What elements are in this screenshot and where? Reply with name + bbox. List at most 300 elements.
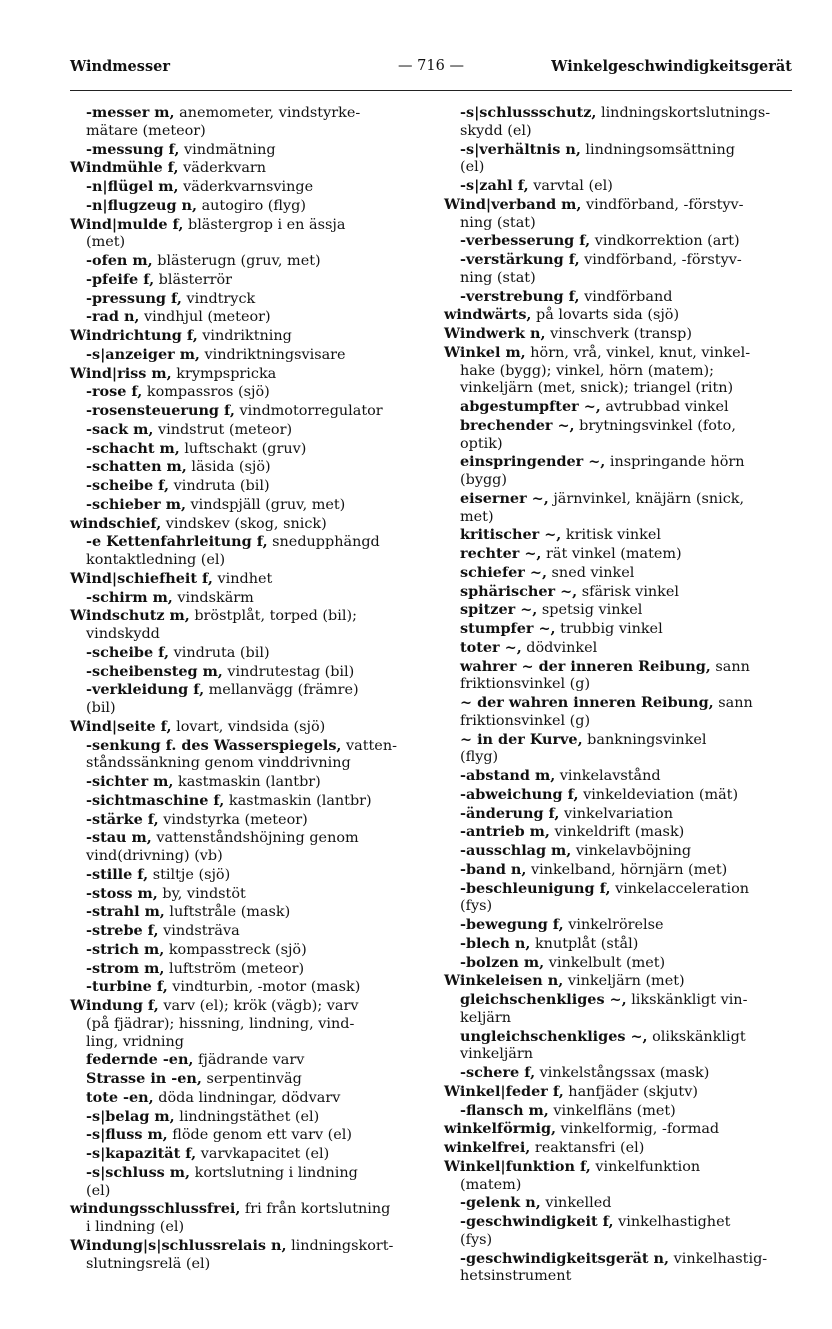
entry-translation: fjädrande varv (198, 1052, 305, 1069)
entry-headword: -strahl m, (86, 903, 165, 921)
entry-headword: -s|fluss m, (86, 1126, 168, 1144)
entry-translation: vindskärm (177, 589, 254, 606)
entry-headword: -senkung f. des Wasserspiegels, (86, 736, 342, 754)
dictionary-entry (444, 731, 796, 768)
dictionary-entry (70, 440, 422, 459)
dictionary-entry (444, 1064, 796, 1083)
dictionary-entry (70, 866, 422, 885)
entry-translation: autogiro (flyg) (201, 197, 306, 214)
dictionary-entry (70, 607, 422, 644)
dictionary-entry (444, 972, 796, 991)
entry-translation: vindriktningsvisare (204, 346, 346, 363)
entry-headword: -rosensteuerung f, (86, 402, 235, 419)
dictionary-entry (70, 252, 422, 271)
entry-translation: väderkvarnsvinge (183, 179, 314, 195)
dictionary-entry (444, 694, 796, 731)
entry-translation: hanfjäder (skjutv) (568, 1083, 698, 1100)
entry-headword: -bewegung f, (460, 916, 564, 933)
entry-translation: vinkelbult (met) (548, 954, 666, 971)
entry-translation: anemometer, vindstyrke- (179, 105, 361, 121)
header-rule (70, 90, 792, 91)
dictionary-entry (444, 786, 796, 805)
dictionary-entry (444, 104, 796, 141)
entry-translation: vindstrut (meteor) (157, 421, 293, 438)
dictionary-entry (70, 737, 422, 774)
dictionary-entry (444, 601, 796, 620)
entry-translation: vinkeldeviation (mät) (583, 786, 739, 803)
entry-headword: -geschwindigkeit f, (460, 1213, 614, 1230)
entry-headword: -antrieb m, (460, 823, 550, 841)
entry-translation: blästerugn (gruv, met) (157, 253, 321, 269)
dictionary-entry (70, 681, 422, 718)
dictionary-entry (444, 232, 796, 251)
dictionary-entry (444, 658, 796, 695)
entry-translation: ning (stat) (460, 214, 536, 231)
entry-headword: -s|anzeiger m, (86, 345, 200, 363)
entry-headword: -sichtmaschine f, (86, 791, 225, 809)
entry-headword: -s|zahl f, (460, 177, 529, 194)
entry-translation: fri från kortslutning (244, 1201, 391, 1218)
dictionary-entry (70, 1070, 422, 1089)
entry-translation: avtrubbad vinkel (605, 399, 729, 415)
entry-translation: friktionsvinkel (g) (460, 712, 591, 729)
entry-headword: -strom m, (86, 959, 165, 977)
dictionary-entry (70, 1145, 422, 1164)
entry-headword: -flansch m, (460, 1101, 549, 1119)
dictionary-entry (70, 960, 422, 979)
dictionary-entry (444, 398, 796, 417)
entry-translation: (met) (86, 234, 126, 251)
entry-translation: vinkelfunktion (595, 1158, 701, 1175)
entry-headword: -turbine f, (86, 978, 168, 996)
entry-headword: -s|kapazität f, (86, 1145, 197, 1162)
entry-headword: -verstrebung f, (460, 287, 580, 305)
entry-headword: windschief, (70, 514, 162, 532)
entry-headword: -stille f, (86, 865, 149, 883)
entry-translation: lovart, vindsida (sjö) (176, 718, 326, 735)
entry-translation: järnvinkel, knäjärn (snick, (553, 490, 745, 507)
dictionary-entry (444, 141, 796, 178)
entry-translation: väderkvarn (183, 160, 267, 177)
entry-translation: vindhet (217, 570, 273, 587)
entry-translation: (fys) (460, 1231, 493, 1248)
entry-translation: vinkelband, hörnjärn (met) (530, 861, 728, 878)
dictionary-entry (70, 421, 422, 440)
entry-headword: -verbesserung f, (460, 232, 591, 250)
entry-headword: -stärke f, (86, 810, 159, 828)
dictionary-entry (444, 1120, 796, 1139)
entry-translation: vinkelstångssax (mask) (539, 1065, 710, 1081)
dictionary-entry (70, 885, 422, 904)
entry-translation: bankningsvinkel (587, 731, 707, 748)
dictionary-entry (444, 1194, 796, 1213)
entry-translation: luftstråle (mask) (169, 904, 291, 921)
dictionary-entry (444, 1102, 796, 1121)
entry-translation: bröstplåt, torped (bil); (194, 608, 357, 625)
entry-headword: -s|schlussschutz, (460, 104, 597, 121)
dictionary-entry (70, 308, 422, 327)
entry-headword: -strebe f, (86, 922, 159, 939)
entry-translation: varv (el); krök (vägb); varv (163, 998, 359, 1014)
entry-translation: vatten- (346, 737, 397, 754)
dictionary-entry (444, 639, 796, 658)
entry-headword: -abstand m, (460, 767, 556, 784)
dictionary-entry (444, 842, 796, 861)
dictionary-entry (444, 954, 796, 973)
dictionary-entry (70, 402, 422, 421)
dictionary-entry (70, 978, 422, 997)
entry-translation: vindmätning (184, 141, 276, 158)
dictionary-entry (70, 365, 422, 384)
dictionary-entry (70, 216, 422, 253)
entry-headword: -schatten m, (86, 458, 187, 476)
entry-headword: Windrichtung f, (70, 327, 198, 344)
dictionary-entry (444, 344, 796, 398)
entry-translation: vindturbin, -motor (mask) (172, 979, 361, 996)
entry-translation: trubbig vinkel (560, 621, 663, 637)
entry-translation: vinkelrörelse (568, 917, 664, 933)
entry-translation: vinkelacceleration (615, 880, 750, 897)
dictionary-entry (444, 417, 796, 454)
entry-translation: ning (stat) (460, 269, 536, 286)
entry-headword: -s|belag m, (86, 1107, 175, 1125)
dictionary-entry (444, 1213, 796, 1250)
entry-translation: vinkelvariation (564, 805, 673, 822)
entry-translation: vinkeldrift (mask) (554, 824, 685, 841)
page-number: — 716 — (398, 58, 464, 74)
entry-headword: -e Kettenfahrleitung f, (86, 533, 268, 551)
dictionary-entry (70, 570, 422, 589)
dictionary-entry (70, 1051, 422, 1070)
entry-translation: blästerrör (158, 271, 233, 288)
entry-translation: sann (715, 658, 750, 675)
entry-translation: blästergrop i en ässja (187, 216, 346, 233)
entry-translation: vindskev (skog, snick) (165, 515, 327, 532)
entry-headword: windungsschlussfrei, (70, 1200, 241, 1218)
entry-translation: vindförband, -förstyv- (585, 196, 744, 213)
entry-translation: vindruta (bil) (173, 478, 270, 494)
entry-headword: -s|schluss m, (86, 1163, 191, 1181)
entry-translation: döda lindningar, dödvarv (158, 1089, 341, 1106)
entry-headword: ~ in der Kurve, (460, 730, 583, 748)
entry-translation: kortslutning i lindning (194, 1164, 358, 1181)
dictionary-entry (70, 829, 422, 866)
entry-translation: hörn, vrå, vinkel, knut, vinkel- (530, 344, 751, 361)
dictionary-entry (444, 935, 796, 954)
dictionary-entry (444, 306, 796, 325)
entry-headword: -messung f, (86, 140, 180, 158)
entry-translation: vindrutestag (bil) (227, 663, 355, 680)
entry-translation: ståndssänkning genom vinddrivning (86, 755, 351, 772)
dictionary-entry (444, 177, 796, 196)
dictionary-entry (70, 104, 422, 141)
entry-translation: slutningsrelä (el) (86, 1255, 211, 1272)
dictionary-entry (444, 325, 796, 344)
entry-translation: sned vinkel (551, 564, 635, 581)
dictionary-entry (444, 767, 796, 786)
entry-translation: vinkelled (545, 1195, 612, 1212)
entry-translation: olikskänkligt (652, 1028, 746, 1045)
entry-translation: vinkelavstånd (559, 768, 661, 784)
entry-translation: friktionsvinkel (g) (460, 676, 591, 693)
entry-translation: (matem) (460, 1176, 522, 1193)
entry-translation: lindningskort- (291, 1237, 394, 1254)
entry-headword: sphärischer ~, (460, 582, 578, 600)
entry-translation: vindskydd (86, 626, 160, 642)
entry-translation: met) (460, 508, 494, 525)
entry-translation: kastmaskin (lantbr) (228, 792, 372, 809)
entry-headword: -sichter m, (86, 773, 174, 790)
entry-headword: -verkleidung f, (86, 681, 205, 699)
entry-translation: mätare (meteor) (86, 122, 206, 139)
entry-headword: eiserner ~, (460, 489, 549, 507)
entry-translation: spetsig vinkel (541, 602, 643, 619)
entry-headword: -schirm m, (86, 588, 173, 606)
entry-headword: -n|flügel m, (86, 178, 179, 195)
entry-headword: stumpfer ~, (460, 620, 556, 637)
entry-headword: Wind|seite f, (70, 717, 172, 735)
dictionary-entry (444, 823, 796, 842)
entry-translation: sann (718, 695, 753, 711)
entry-translation: skydd (el) (460, 122, 532, 139)
entry-headword: -ausschlag m, (460, 842, 572, 859)
entry-translation: (bil) (86, 700, 116, 716)
entry-translation: vinschverk (transp) (550, 326, 692, 342)
entry-translation: varvkapacitet (el) (200, 1146, 330, 1162)
entry-translation: lindningskortslutnings- (600, 105, 771, 121)
entry-translation: rät vinkel (matem) (546, 546, 682, 562)
dictionary-entry (444, 1158, 796, 1195)
entry-headword: windwärts, (444, 306, 532, 324)
page-header (70, 58, 792, 80)
entry-headword: -band n, (460, 860, 527, 878)
entry-headword: Windung|s|schlussrelais n, (70, 1236, 287, 1254)
entry-translation: vindhjul (meteor) (144, 309, 271, 326)
dictionary-entry (70, 1089, 422, 1108)
entry-headword: -pfeife f, (86, 270, 155, 288)
entry-translation: (på fjädrar); hissning, lindning, vind- (86, 1015, 355, 1032)
dictionary-entry (70, 941, 422, 960)
entry-translation: kompassros (sjö) (146, 384, 270, 401)
entry-translation: hetsinstrument (460, 1268, 572, 1285)
entry-headword: -s|verhältnis n, (460, 140, 581, 158)
dictionary-entry (444, 453, 796, 490)
dictionary-entry (444, 1083, 796, 1102)
right-column (444, 104, 796, 1286)
entry-headword: -ofen m, (86, 252, 153, 269)
entry-headword: -scheibe f, (86, 477, 170, 494)
entry-translation: by, vindstöt (162, 885, 246, 902)
entry-translation: vinkelhastig- (673, 1250, 768, 1267)
dictionary-entry (444, 1028, 796, 1065)
entry-headword: winkelfrei, (444, 1139, 531, 1156)
dictionary-entry (70, 515, 422, 534)
entry-translation: vinkeljärn (met) (567, 973, 685, 990)
dictionary-entry (70, 773, 422, 792)
dictionary-entry (444, 620, 796, 639)
dictionary-entry (70, 477, 422, 496)
dictionary-entry (70, 197, 422, 216)
entry-translation: kastmaskin (lantbr) (177, 774, 321, 790)
entry-translation: (bygg) (460, 472, 507, 488)
entry-headword: -pressung f, (86, 289, 182, 307)
entry-headword: -scheibe f, (86, 643, 170, 661)
dictionary-entry (70, 290, 422, 309)
entry-translation: varvtal (el) (533, 178, 613, 194)
entry-headword: kritischer ~, (460, 526, 562, 544)
entry-headword: spitzer ~, (460, 601, 538, 619)
dictionary-entry (70, 533, 422, 570)
entry-headword: -bolzen m, (460, 953, 545, 971)
entry-translation: reaktansfri (el) (534, 1140, 645, 1156)
dictionary-entry (70, 792, 422, 811)
entry-headword: -änderung f, (460, 804, 560, 822)
entry-headword: -rad n, (86, 308, 140, 326)
entry-headword: -gelenk n, (460, 1194, 541, 1212)
entry-translation: snedupphängd (272, 534, 380, 551)
entry-headword: -blech n, (460, 934, 531, 952)
entry-headword: -beschleunigung f, (460, 879, 611, 897)
dictionary-entry (70, 1200, 422, 1237)
dictionary-entry (70, 271, 422, 290)
dictionary-entry (70, 159, 422, 178)
entry-translation: vindspjäll (gruv, met) (190, 496, 346, 513)
dictionary-entry (70, 1108, 422, 1127)
entry-translation: vind(drivning) (vb) (86, 848, 223, 864)
dictionary-entry (70, 1164, 422, 1201)
entry-headword: schiefer ~, (460, 563, 547, 581)
entry-translation: (el) (86, 1182, 111, 1199)
entry-headword: -geschwindigkeitsgerät n, (460, 1249, 670, 1267)
entry-headword: -scheibensteg m, (86, 662, 223, 680)
dictionary-entry (444, 916, 796, 935)
dictionary-entry (444, 1250, 796, 1287)
entry-translation: sfärisk vinkel (581, 583, 680, 600)
dictionary-entry (70, 589, 422, 608)
entry-headword: Windwerk n, (444, 325, 546, 342)
entry-translation: lindningsomsättning (585, 141, 736, 158)
entry-translation: vinkelavböjning (575, 843, 692, 859)
dictionary-entry (444, 805, 796, 824)
entry-headword: Windschutz m, (70, 607, 190, 625)
dictionary-entry (70, 718, 422, 737)
entry-translation: stiltje (sjö) (152, 866, 231, 883)
entry-translation: kompasstreck (sjö) (168, 941, 307, 958)
entry-translation: vindmotorregulator (239, 403, 383, 419)
entry-headword: -strich m, (86, 940, 165, 958)
entry-translation: kritisk vinkel (565, 527, 661, 544)
entry-headword: rechter ~, (460, 545, 542, 562)
dictionary-entry (444, 991, 796, 1028)
entry-translation: likskänkligt vin- (631, 992, 748, 1008)
entry-headword: Winkel m, (444, 343, 526, 361)
dictionary-entry (70, 644, 422, 663)
entry-headword: Winkel|funktion f, (444, 1157, 591, 1175)
entry-translation: optik) (460, 435, 503, 452)
entry-translation: läsida (sjö) (191, 459, 271, 476)
entry-translation: vindriktning (202, 328, 292, 344)
entry-translation: vinkeljärn (460, 1046, 534, 1063)
entry-headword: federnde -en, (86, 1051, 194, 1069)
entry-headword: brechender ~, (460, 416, 575, 434)
entry-translation: ling, vridning (86, 1033, 185, 1050)
entry-headword: ungleichschenkliges ~, (460, 1027, 648, 1045)
dictionary-entry (70, 346, 422, 365)
entry-headword: -schacht m, (86, 439, 180, 457)
entry-headword: -abweichung f, (460, 785, 579, 803)
entry-headword: -schere f, (460, 1064, 536, 1081)
dictionary-entry (444, 288, 796, 307)
entry-translation: serpentinväg (206, 1071, 302, 1087)
entry-headword: winkelförmig, (444, 1120, 557, 1138)
entry-translation: vindsträva (163, 923, 240, 939)
entry-translation: luftschakt (gruv) (184, 440, 307, 457)
entry-headword: -schieber m, (86, 495, 186, 513)
entry-headword: -messer m, (86, 104, 175, 121)
dictionary-entry (70, 458, 422, 477)
entry-headword: Strasse in -en, (86, 1070, 202, 1087)
entry-headword: -rose f, (86, 383, 143, 401)
entry-translation: vinkelformig, -formad (560, 1121, 720, 1138)
entry-headword: Wind|schiefheit f, (70, 569, 213, 587)
entry-headword: -stoss m, (86, 884, 158, 902)
entry-headword: einspringender ~, (460, 453, 606, 471)
dictionary-entry (70, 811, 422, 830)
dictionary-entry (70, 903, 422, 922)
dictionary-entry (444, 564, 796, 583)
entry-translation: vindförband, -förstyv- (584, 252, 742, 268)
entry-headword: -stau m, (86, 829, 152, 847)
dictionary-entry (444, 251, 796, 288)
entry-headword: -sack m, (86, 420, 154, 438)
entry-translation: lindningstäthet (el) (179, 1108, 320, 1125)
entry-headword: Windung f, (70, 997, 159, 1014)
dictionary-entry (70, 663, 422, 682)
entry-headword: Winkel|feder f, (444, 1082, 564, 1100)
entry-translation: vindruta (bil) (173, 644, 270, 661)
entry-translation: hake (bygg); vinkel, hörn (matem); (460, 362, 714, 379)
entry-headword: Wind|riss m, (70, 364, 172, 382)
entry-translation: vindförband (584, 288, 673, 305)
entry-translation: kontaktledning (el) (86, 552, 226, 568)
dictionary-entry (70, 922, 422, 941)
dictionary-entry (444, 545, 796, 564)
dictionary-entry (444, 861, 796, 880)
entry-translation: på lovarts sida (sjö) (536, 307, 680, 324)
dictionary-entry (70, 997, 422, 1051)
dictionary-entry (70, 496, 422, 515)
entry-headword: tote -en, (86, 1088, 154, 1106)
dictionary-entry (444, 1139, 796, 1158)
entry-headword: Wind|mulde f, (70, 215, 184, 233)
dictionary-entry (70, 1237, 422, 1274)
entry-translation: inspringande hörn (609, 454, 745, 471)
entry-translation: luftström (meteor) (168, 960, 305, 977)
entry-translation: vindkorrektion (art) (594, 233, 740, 250)
dictionary-entry (70, 383, 422, 402)
left-column (70, 104, 422, 1273)
entry-translation: (flyg) (460, 749, 499, 766)
entry-headword: Wind|verband m, (444, 195, 582, 213)
entry-translation: flöde genom ett varv (el) (172, 1127, 353, 1144)
dictionary-entry (70, 141, 422, 160)
dictionary-entry (70, 178, 422, 197)
entry-translation: vinkelhastighet (618, 1214, 731, 1230)
entry-headword: toter ~, (460, 638, 522, 656)
entry-headword: Windmühle f, (70, 159, 179, 177)
entry-headword: Winkeleisen n, (444, 972, 564, 990)
entry-translation: dödvinkel (526, 639, 598, 656)
